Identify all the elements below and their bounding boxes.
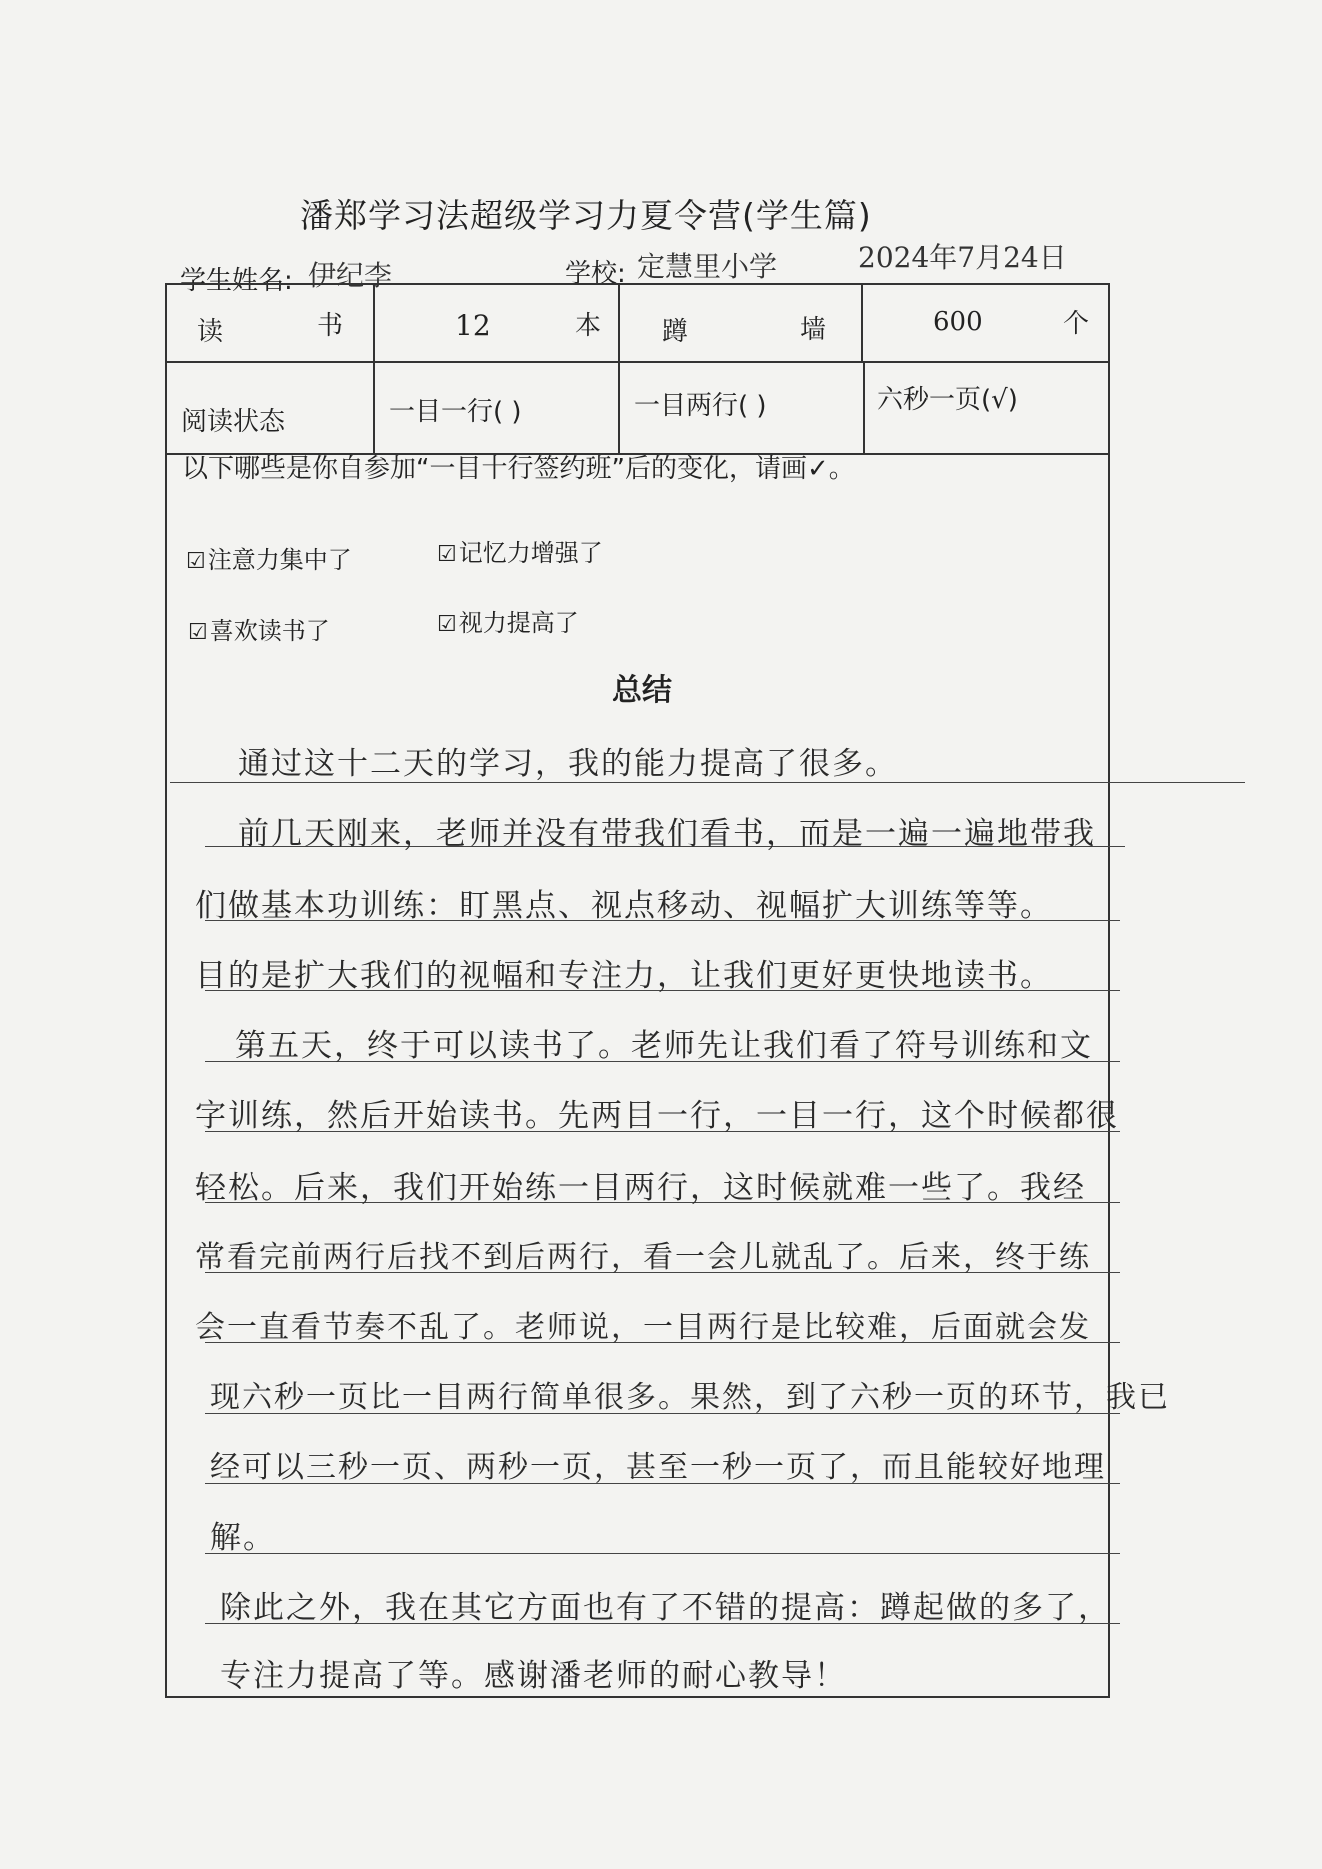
option-six-seconds: 六秒一页(√) [877,385,1018,415]
checkbox-checked-icon: ☑ [188,620,208,645]
wall-value-cell [863,285,1108,361]
summary-title: 总结 [612,673,672,708]
change-item-label: 记忆力增强了 [458,539,603,567]
summary-line: 专注力提高了等。感谢潘老师的耐心教导！ [220,1658,847,1694]
summary-line: 解。 [210,1520,276,1556]
school-label: 学校: [565,259,626,289]
option-one-line: 一目一行( ) [389,397,522,427]
date-value: 2024年7月24日 [858,241,1067,274]
stats-row-1 [167,285,1108,363]
read-value-cell [375,285,620,361]
change-item-memory [437,533,603,568]
state-label-cell [167,363,375,453]
reading-state-label: 阅读状态 [181,407,286,437]
read-label-1: 读 [197,317,224,347]
summary-line: 现六秒一页比一目两行简单很多。果然，到了六秒一页的环节，我已 [210,1380,1170,1415]
checkbox-checked-icon: ☑ [437,612,457,637]
wall-label-2: 墙 [800,315,827,345]
wall-label-1: 蹲 [662,317,689,347]
change-item-label: 喜欢读书了 [209,617,330,645]
option-3-cell [865,363,1108,453]
summary-line: 会一直看节奏不乱了。老师说，一目两行是比较难，后面就会发 [195,1310,1091,1345]
read-value: 12 [455,309,491,342]
stats-row-2 [167,363,1108,455]
school-value: 定慧里小学 [637,250,778,283]
stats-table [165,283,1110,453]
read-label-2: 书 [317,311,344,341]
summary-line: 轻松。后来，我们开始练一目两行，这时候就难一些了。我经 [195,1170,1086,1206]
summary-line: 们做基本功训练：盯黑点、视点移动、视幅扩大训练等等。 [195,888,1053,924]
summary-line: 前几天刚来，老师并没有带我们看书，而是一遍一遍地带我 [238,816,1096,852]
summary-line: 常看完前两行后找不到后两行，看一会儿就乱了。后来，终于练 [195,1240,1091,1275]
option-2-cell [620,363,865,453]
change-item-eyesight [437,603,579,638]
change-item-label: 注意力集中了 [207,546,352,574]
wall-unit: 个 [1063,309,1090,339]
read-label-cell [167,285,375,361]
read-unit: 本 [575,311,602,341]
checkbox-checked-icon: ☑ [186,549,206,574]
page-title: 潘郑学习法超级学习力夏令营(学生篇) [300,196,872,235]
student-name-value: 伊纪李 [308,259,393,292]
rule-line [205,1553,1120,1554]
summary-line: 目的是扩大我们的视幅和专注力，让我们更好更快地读书。 [195,958,1053,994]
summary-line: 第五天，终于可以读书了。老师先让我们看了符号训练和文 [235,1028,1093,1064]
changes-question: 以下哪些是你自参加“一目十行签约班”后的变化，请画✓。 [182,454,855,484]
summary-line: 字训练，然后开始读书。先两目一行，一目一行，这个时候都很 [195,1098,1119,1134]
option-1-cell [375,363,620,453]
wall-value: 600 [933,307,983,337]
change-item-label: 视力提高了 [458,609,579,637]
change-item-attention [186,540,352,575]
summary-line: 经可以三秒一页、两秒一页，甚至一秒一页了，而且能较好地理 [210,1450,1106,1485]
change-item-reading [188,611,330,646]
checkbox-checked-icon: ☑ [437,542,457,567]
wall-label-cell [620,285,863,361]
summary-line: 除此之外，我在其它方面也有了不错的提高：蹲起做的多了， [220,1590,1111,1626]
summary-line: 通过这十二天的学习，我的能力提高了很多。 [238,746,898,782]
student-name-label: 学生姓名: [180,266,293,296]
option-two-lines: 一目两行( ) [634,391,767,421]
